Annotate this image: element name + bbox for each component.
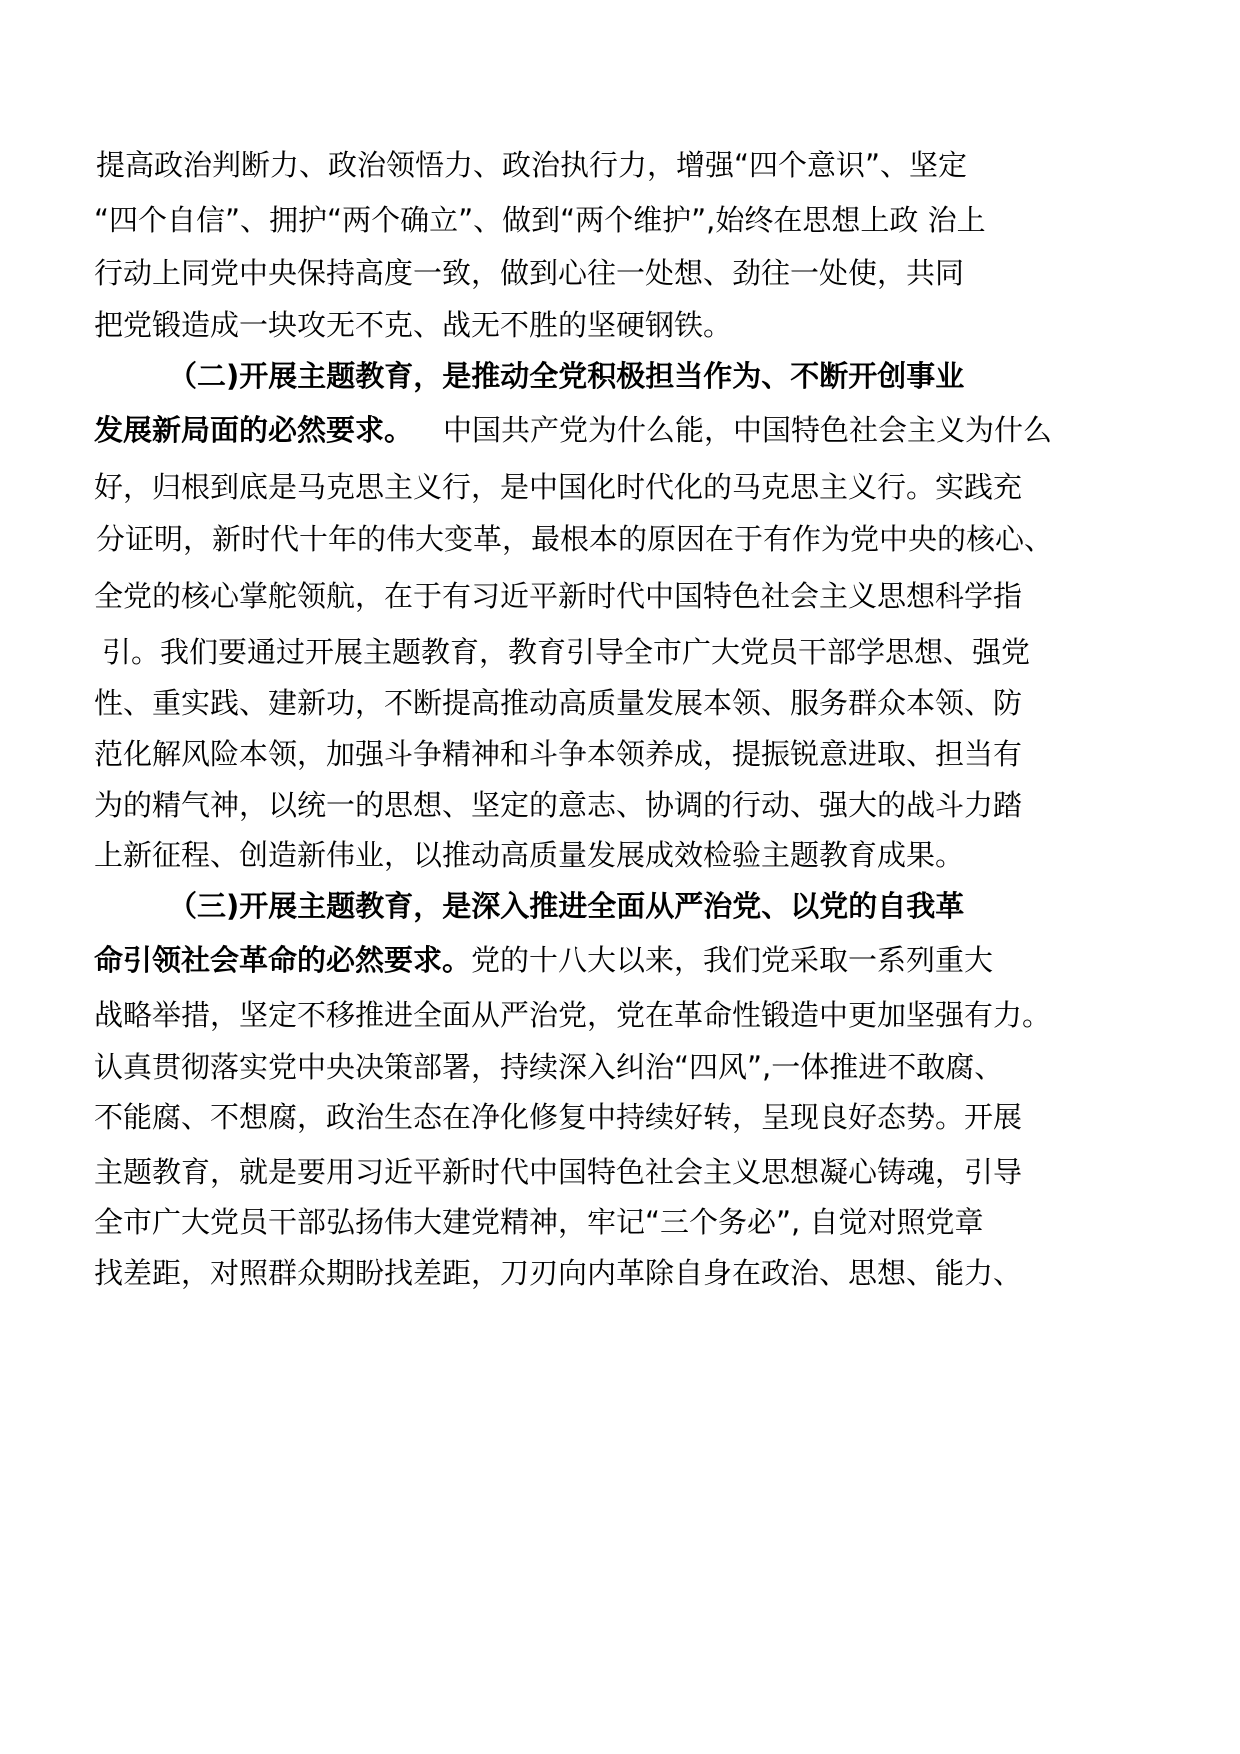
paragraph-2-line-8: 范化解风险本领，加强斗争精神和斗争本领养成，提振锐意进取、担当有 bbox=[94, 737, 1023, 771]
paragraph-2-line-3: 好，归根到底是马克思主义行，是中国化时代化的马克思主义行。实践充 bbox=[94, 470, 1023, 504]
paragraph-3-line-6: 主题教育，就是要用习近平新时代中国特色社会主义思想凝心铸魂，引导 bbox=[94, 1155, 1023, 1189]
paragraph-3-line-7: 全市广大党员干部弘扬伟大建党精神，牢记“三个务必”, 自觉对照党章 bbox=[94, 1205, 984, 1239]
paragraph-2-line-9: 为的精气神，以统一的思想、坚定的意志、协调的行动、强大的战斗力踏 bbox=[94, 788, 1023, 822]
paragraph-2-line-4: 分证明，新时代十年的伟大变革，最根本的原因在于有作为党中央的核心、 bbox=[96, 522, 1054, 556]
paragraph-2-line-7: 性、重实践、建新功，不断提高推动高质量发展本领、服务群众本领、防 bbox=[94, 686, 1023, 720]
paragraph-1-line-3: 行动上同党中央保持高度一致，做到心往一处想、劲往一处使，共同 bbox=[94, 256, 965, 290]
paragraph-2-heading-line-1: （二)开展主题教育，是推动全党积极担当作为、不断开创事业 bbox=[168, 359, 965, 393]
paragraph-3-heading-line-1: （三)开展主题教育，是深入推进全面从严治党、以党的自我革 bbox=[168, 889, 965, 923]
paragraph-3-line-3: 战略举措，坚定不移推进全面从严治党，党在革命性锻造中更加坚强有力。 bbox=[94, 998, 1052, 1032]
paragraph-2-line-10: 上新征程、创造新伟业，以推动高质量发展成效检验主题教育成果。 bbox=[94, 838, 965, 872]
paragraph-2-line-2 bbox=[94, 410, 1052, 450]
paragraph-1-line-2: “四个自信”、拥护“两个确立”、做到“两个维护”,始终在思想上政 治上 bbox=[94, 203, 986, 237]
paragraph-2-line-6: 引。我们要通过开展主题教育，教育引导全市广大党员干部学思想、强党 bbox=[102, 635, 1031, 669]
paragraph-3-line-2 bbox=[94, 940, 993, 980]
paragraph-2-heading-line-2: 发展新局面的必然要求。 bbox=[94, 413, 414, 447]
paragraph-3-line-8: 找差距，对照群众期盼找差距，刀刃向内革除自身在政治、思想、能力、 bbox=[94, 1256, 1023, 1290]
paragraph-2-line-5: 全党的核心掌舵领航，在于有习近平新时代中国特色社会主义思想科学指 bbox=[94, 579, 1023, 613]
paragraph-1-line-4: 把党锻造成一块攻无不克、战无不胜的坚硬钢铁。 bbox=[94, 308, 733, 342]
paragraph-3-line-5: 不能腐、不想腐，政治生态在净化修复中持续好转，呈现良好态势。开展 bbox=[94, 1100, 1023, 1134]
paragraph-2-line-2-rest: 中国共产党为什么能，中国特色社会主义为什么 bbox=[443, 413, 1053, 447]
paragraph-3-line-4: 认真贯彻落实党中央决策部署，持续深入纠治“四风”,一体推进不敢腐、 bbox=[94, 1050, 1004, 1084]
paragraph-3-heading-line-2: 命引领社会革命的必然要求。 bbox=[94, 943, 472, 977]
paragraph-1-line-1: 提高政治判断力、政治领悟力、政治执行力，增强“四个意识”、坚定 bbox=[96, 148, 968, 182]
paragraph-3-line-2-rest: 党的十八大以来，我们党采取一系列重大 bbox=[471, 943, 994, 977]
